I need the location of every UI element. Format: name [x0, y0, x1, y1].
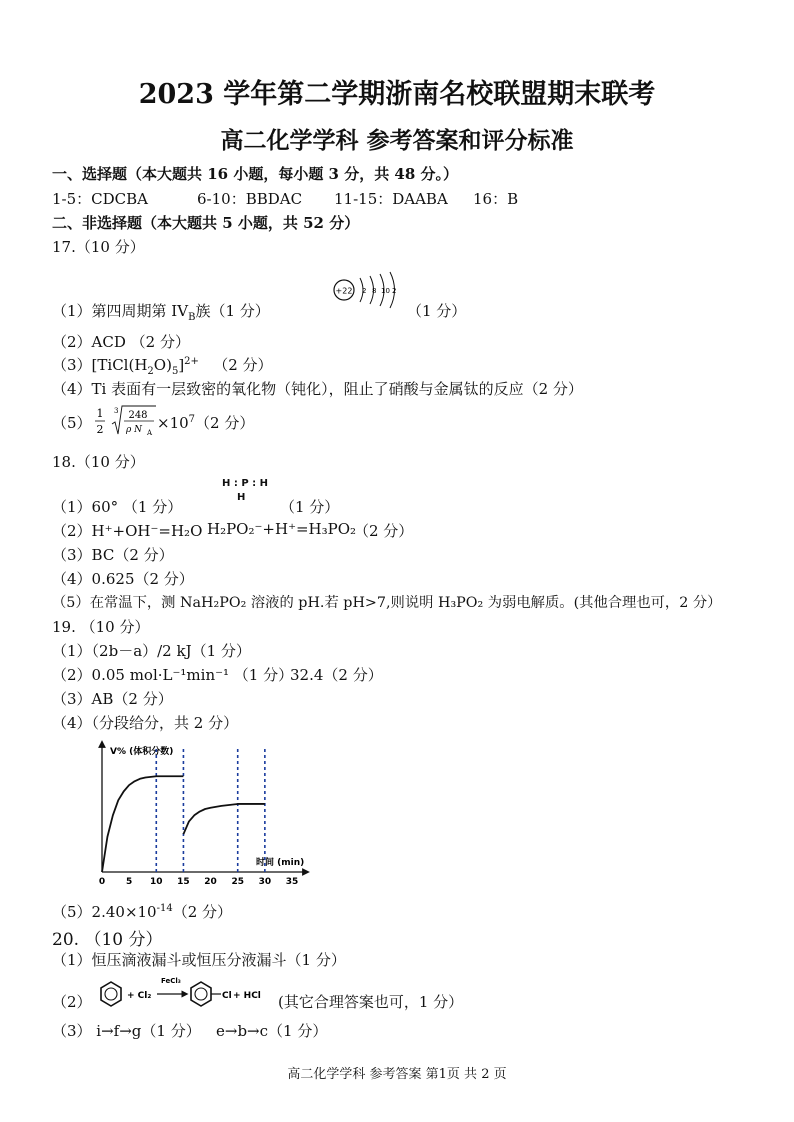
- benzene-ring-icon: [101, 982, 121, 1006]
- q17-part1-score: （1 分）: [407, 302, 467, 320]
- q18-part1-score: （1 分）: [280, 498, 340, 516]
- page-footer: 高二化学学科 参考答案 第1页 共 2 页: [287, 1067, 507, 1082]
- q17-part1: （1）第四周期第 $IV_B$族（1 分）: [52, 302, 270, 323]
- q19-part2: （2）0.05 mol·L⁻¹min⁻¹ （1 分）: [52, 666, 294, 684]
- section2-heading: 二、非选择题（本大题共 5 小题，共 52 分）: [52, 214, 360, 232]
- q19-part5: $(5)2.40\times 10^{-14}(2$ 分）: [52, 903, 233, 921]
- q20-part2-label: （2）: [52, 993, 92, 1011]
- chart-x-tick-35: 35: [285, 877, 299, 887]
- atom-shell-1: 2: [362, 287, 367, 295]
- chart-x-tick-0: 0: [98, 877, 106, 887]
- chart-x-tick-30: 30: [258, 877, 272, 887]
- q18-header: 18.（10 分）: [52, 453, 145, 471]
- volume-fraction-chart: [84, 738, 314, 890]
- page-title: 2023 学年第二学期浙南名校联盟期末联考: [138, 79, 656, 110]
- svg-text:A: A: [147, 429, 153, 437]
- q18-part1: （1）60° （1 分）: [52, 498, 183, 516]
- section1-heading: 一、选择题（本大题共 16 小题，每小题 3 分，共 48 分。）: [52, 165, 459, 183]
- q17-part3: $(3)[TiCl(H_2O)_5]^{2+}$ （2 分）: [52, 356, 273, 377]
- answer-6-10: 6-10：BBDAC: [197, 190, 303, 208]
- svg-text:ρ N: ρ N: [126, 425, 143, 435]
- atom-structure-diagram: [330, 270, 402, 310]
- chart-x-tick-20: 20: [204, 877, 217, 887]
- lewis-structure-top: H : P : H: [222, 478, 268, 489]
- chart-x-tick-10: 10: [150, 877, 163, 887]
- q20-header: 20. （10 分）: [52, 930, 163, 950]
- q19-part4: （4）（分段给分，共 2 分）: [52, 714, 239, 732]
- lewis-structure-bottom: H: [237, 492, 246, 503]
- product-hcl: + HCl: [233, 991, 261, 1001]
- answer-16: 16：B: [473, 190, 519, 208]
- atom-shell-4: 2: [392, 287, 397, 295]
- atom-shell-3: 10: [381, 287, 390, 295]
- chart-xlabel: 时间 (min): [256, 858, 305, 868]
- chart-x-tick-5: 5: [126, 877, 133, 887]
- q19-part1: （1）（2b－a）/2 kJ（1 分）: [52, 642, 251, 660]
- answer-1-5: 1-5：CDCBA: [52, 190, 148, 208]
- benzene-chlorination-reaction: [95, 972, 285, 1012]
- q20-part3-b: e→b→c（1 分）: [216, 1022, 328, 1040]
- svg-text:2: 2: [96, 423, 104, 436]
- chlorine-substituent: Cl: [222, 991, 232, 1001]
- q17-header: 17.（10 分）: [52, 238, 145, 256]
- q18-part3: （3）BC（2 分）: [52, 546, 174, 564]
- q20-part1: （1）恒压滴液漏斗或恒压分液漏斗（1 分）: [52, 951, 346, 969]
- q17-part5-label: （5）: [52, 414, 92, 432]
- q18-part5: （5）在常温下，测 NaH₂PO₂ 溶液的 pH.若 pH>7,则说明 H₃PO₂ 为弱电解质。(其他合理也可，2 分）: [52, 595, 722, 611]
- answer-11-15: 11-15：DAABA: [334, 190, 448, 208]
- chart-x-tick-25: 25: [231, 877, 244, 887]
- q19-part2-b: 32.4（2 分）: [290, 666, 383, 684]
- q19-part3: （3）AB（2 分）: [52, 690, 173, 708]
- chart-curve-segment-1: [102, 776, 183, 872]
- svg-text:1: 1: [96, 407, 104, 420]
- q18-part2-eq2: H₂PO₂⁻+H⁺=H₃PO₂: [207, 520, 357, 538]
- chart-ylabel: V% (体积分数): [110, 747, 174, 757]
- svg-text:248: 248: [128, 410, 148, 421]
- q18-part2-eq1: （2）H⁺+OH⁻=H₂O: [52, 522, 203, 540]
- reactant-chlorine: + Cl₂: [127, 991, 152, 1001]
- atom-nucleus: +22: [335, 286, 353, 296]
- q20-part3-a: （3） i→f→g（1 分）: [52, 1022, 201, 1040]
- q20-part2-note: (其它合理答案也可，1 分）: [278, 993, 464, 1011]
- page-subtitle: 高二化学学科 参考答案和评分标准: [220, 127, 574, 154]
- q18-part2-score: （2 分）: [354, 522, 414, 540]
- q18-part4: （4）0.625（2 分）: [52, 570, 194, 588]
- q17-part2: （2）ACD （2 分）: [52, 333, 190, 351]
- atom-shell-2: 8: [372, 287, 377, 295]
- q17-part4: （4）Ti 表面有一层致密的氧化物（钝化），阻止了硝酸与金属钛的反应（2 分）: [52, 380, 583, 398]
- chart-curve-segment-2: [183, 804, 264, 834]
- svg-text:3: 3: [114, 407, 119, 415]
- chlorobenzene-ring-icon: [191, 982, 211, 1006]
- chart-x-tick-15: 15: [177, 877, 190, 887]
- q17-part5-tail: $\times 10^7(2$ 分）: [157, 414, 255, 432]
- q19-header: 19. （10 分）: [52, 618, 150, 636]
- catalyst-label: FeCl₃: [161, 977, 181, 985]
